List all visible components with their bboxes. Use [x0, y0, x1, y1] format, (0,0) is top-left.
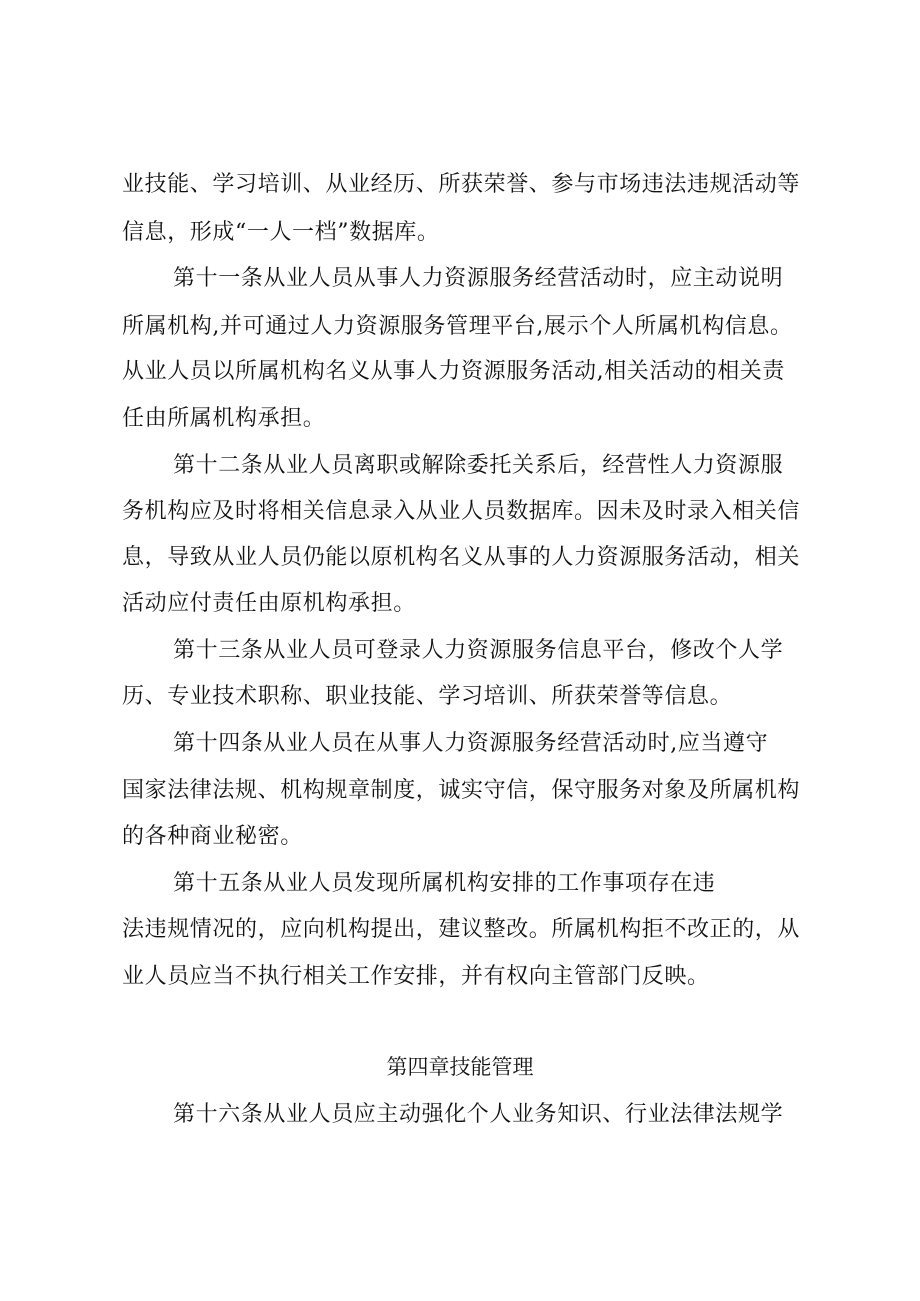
- article-14-line: 第十四条从业人员在从事人力资源服务经营活动时,应当遵守: [173, 731, 769, 756]
- article-12-line: 活动应付责任由原机构承担。: [122, 591, 416, 616]
- article-14-line: 的各种商业秘密。: [122, 824, 303, 849]
- article-12-line: 务机构应及时将相关信息录入从业人员数据库。因未及时录入相关信: [122, 499, 801, 524]
- article-14-line: 国家法律法规、机构规章制度，诚实守信，保守服务对象及所属机构: [122, 778, 801, 803]
- article-13-line: 第十三条从业人员可登录人力资源服务信息平台，修改个人学: [173, 638, 784, 663]
- article-15-line: 业人员应当不执行相关工作安排，并有权向主管部门反映。: [122, 964, 710, 989]
- paragraph-line: 信息，形成“一人一档”数据库。: [122, 220, 440, 245]
- article-11-line: 任由所属机构承担。: [122, 406, 326, 431]
- article-12-line: 息，导致从业人员仍能以原机构名义从事的人力资源服务活动，相关: [122, 545, 801, 570]
- article-11-line: 从业人员以所属机构名义从事人力资源服务活动,相关活动的相关责: [122, 359, 785, 384]
- article-12-line: 第十二条从业人员离职或解除委托关系后，经营性人力资源服: [173, 453, 784, 478]
- article-15-line: 法违规情况的，应向机构提出，建议整改。所属机构拒不改正的，从: [122, 917, 801, 942]
- article-16-line: 第十六条从业人员应主动强化个人业务知识、行业法律法规学: [173, 1102, 784, 1127]
- article-15-line: 第十五条从业人员发现所属机构安排的工作事项存在违: [173, 871, 716, 896]
- article-11-line: 第十一条从业人员从事人力资源服务经营活动时，应主动说明: [173, 266, 784, 291]
- article-13-line: 历、专业技术职称、职业技能、学习培训、所获荣誉等信息。: [122, 684, 733, 709]
- paragraph-line: 业技能、学习培训、从业经历、所获荣誉、参与市场违法违规活动等: [122, 172, 801, 197]
- article-11-line: 所属机构,并可通过人力资源服务管理平台,展示个人所属机构信息。: [122, 314, 793, 339]
- chapter-heading: 第四章技能管理: [386, 1055, 534, 1079]
